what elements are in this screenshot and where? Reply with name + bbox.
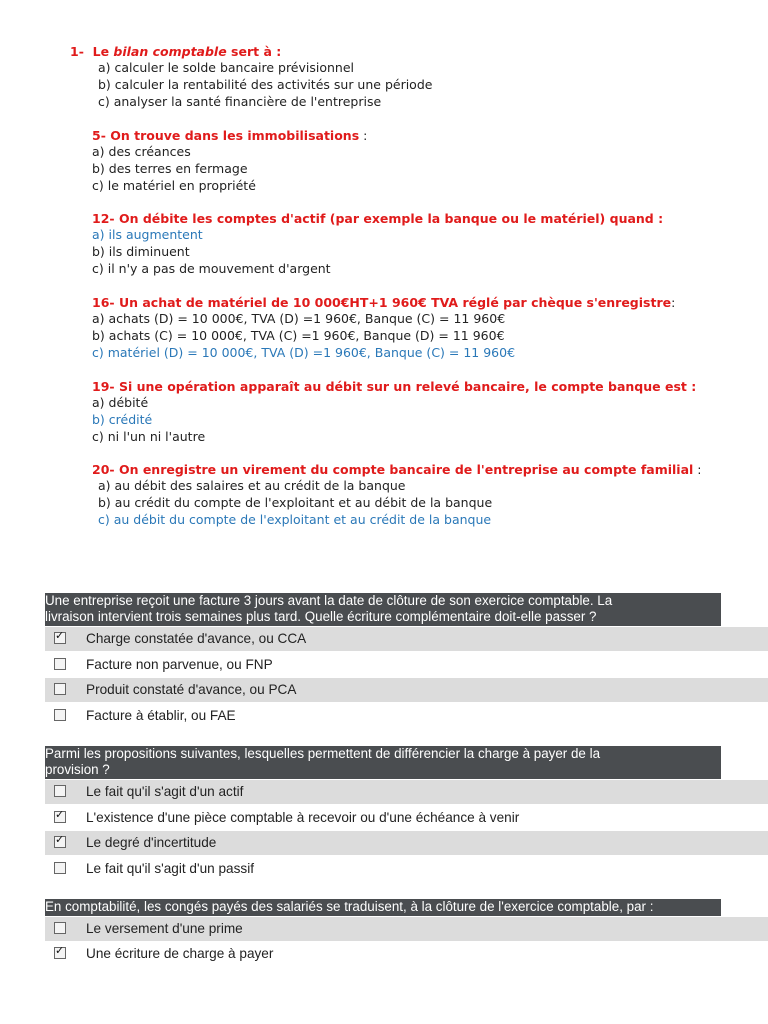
answer-row[interactable]: [45, 653, 768, 677]
checkbox-checked[interactable]: [54, 632, 66, 644]
answer-label: Une écriture de charge à payer: [86, 946, 274, 961]
answer-row[interactable]: [45, 806, 768, 830]
checkbox[interactable]: [54, 658, 66, 670]
option-correct: b) crédité: [92, 411, 153, 427]
checkbox[interactable]: [54, 785, 66, 797]
question-title: 16- Un achat de matériel de 10 000€HT+1 960€ TVA réglé par chèque s'enregistre:: [92, 295, 676, 310]
option: a) calculer le solde bancaire prévisionnel: [98, 60, 355, 75]
question-12: [92, 210, 752, 277]
option: c) analyser la santé financière de l'entreprise: [98, 93, 382, 109]
option: b) calculer la rentabilité des activités sur une période: [98, 76, 433, 92]
question-5: [92, 127, 752, 194]
answer-row[interactable]: [45, 780, 768, 804]
question-title: 20- On enregistre un virement du compte bancaire de l'entreprise au compte familial :: [92, 462, 702, 477]
answer-label: Le fait qu'il s'agit d'un passif: [86, 861, 254, 876]
option-correct: c) au débit du compte de l'exploitant et au crédit de la banque: [98, 511, 492, 527]
question-title: 19- Si une opération apparaît au débit sur un relevé bancaire, le compte banque est :: [92, 379, 697, 394]
checkbox[interactable]: [54, 709, 66, 721]
answer-label: L'existence d'une pièce comptable à recevoir ou d'une échéance à venir: [86, 810, 520, 825]
checkbox[interactable]: [54, 683, 66, 695]
mcq-question-2: Parmi les propositions suivantes, lesquelles permettent de différencier la charge à payer de la provision ?: [45, 746, 721, 779]
option: b) au crédit du compte de l'exploitant et au débit de la banque: [98, 494, 493, 510]
answer-label: Le versement d'une prime: [86, 921, 243, 936]
answer-row[interactable]: [45, 917, 768, 941]
answer-label: Charge constatée d'avance, ou CCA: [86, 631, 307, 646]
checkbox-checked[interactable]: [54, 836, 66, 848]
question-title: 12- On débite les comptes d'actif (par exemple la banque ou le matériel) quand :: [92, 211, 664, 226]
option-correct: a) ils augmentent: [92, 227, 203, 242]
checkbox-checked[interactable]: [54, 811, 66, 823]
question-1: [70, 43, 752, 110]
option: a) achats (D) = 10 000€, TVA (D) =1 960€, Banque (C) = 11 960€: [92, 311, 506, 326]
mcq-question-3: En comptabilité, les congés payés des salariés se traduisent, à la clôture de l'exercice comptable, par :: [45, 899, 721, 916]
option: c) le matériel en propriété: [92, 177, 256, 193]
answer-label: Le degré d'incertitude: [86, 835, 217, 850]
answer-row[interactable]: [45, 704, 768, 728]
mcq-question-1: Une entreprise reçoit une facture 3 jours avant la date de clôture de son exercice comptable. La livraison intervient trois semaines plus tard. Quelle écriture complémentaire doit-elle passer ?: [45, 593, 721, 626]
option: b) ils diminuent: [92, 243, 190, 259]
option: b) achats (C) = 10 000€, TVA (C) =1 960€, Banque (D) = 11 960€: [92, 327, 505, 343]
answer-row[interactable]: [45, 942, 768, 966]
option: c) il n'y a pas de mouvement d'argent: [92, 260, 331, 276]
option: c) ni l'un ni l'autre: [92, 428, 206, 444]
checkbox[interactable]: [54, 862, 66, 874]
option: b) des terres en fermage: [92, 160, 248, 176]
answer-row[interactable]: [45, 857, 768, 881]
checkbox-checked[interactable]: [54, 947, 66, 959]
question-20: [92, 461, 752, 528]
answer-row[interactable]: [45, 627, 768, 651]
option: a) au débit des salaires et au crédit de la banque: [98, 478, 406, 493]
option-correct: c) matériel (D) = 10 000€, TVA (D) =1 960€, Banque (C) = 11 960€: [92, 344, 516, 360]
option: a) des créances: [92, 144, 191, 159]
answer-label: Le fait qu'il s'agit d'un actif: [86, 784, 244, 799]
question-16: [92, 294, 752, 361]
answer-row[interactable]: [45, 678, 768, 702]
question-19: [92, 378, 752, 445]
answer-label: Facture à établir, ou FAE: [86, 708, 236, 723]
answer-label: Facture non parvenue, ou FNP: [86, 657, 273, 672]
question-title: 1- Le bilan comptable sert à :: [70, 44, 282, 59]
question-title: 5- On trouve dans les immobilisations :: [92, 128, 368, 143]
checkbox[interactable]: [54, 922, 66, 934]
answer-label: Produit constaté d'avance, ou PCA: [86, 682, 297, 697]
answer-row[interactable]: [45, 831, 768, 855]
option: a) débité: [92, 395, 149, 410]
